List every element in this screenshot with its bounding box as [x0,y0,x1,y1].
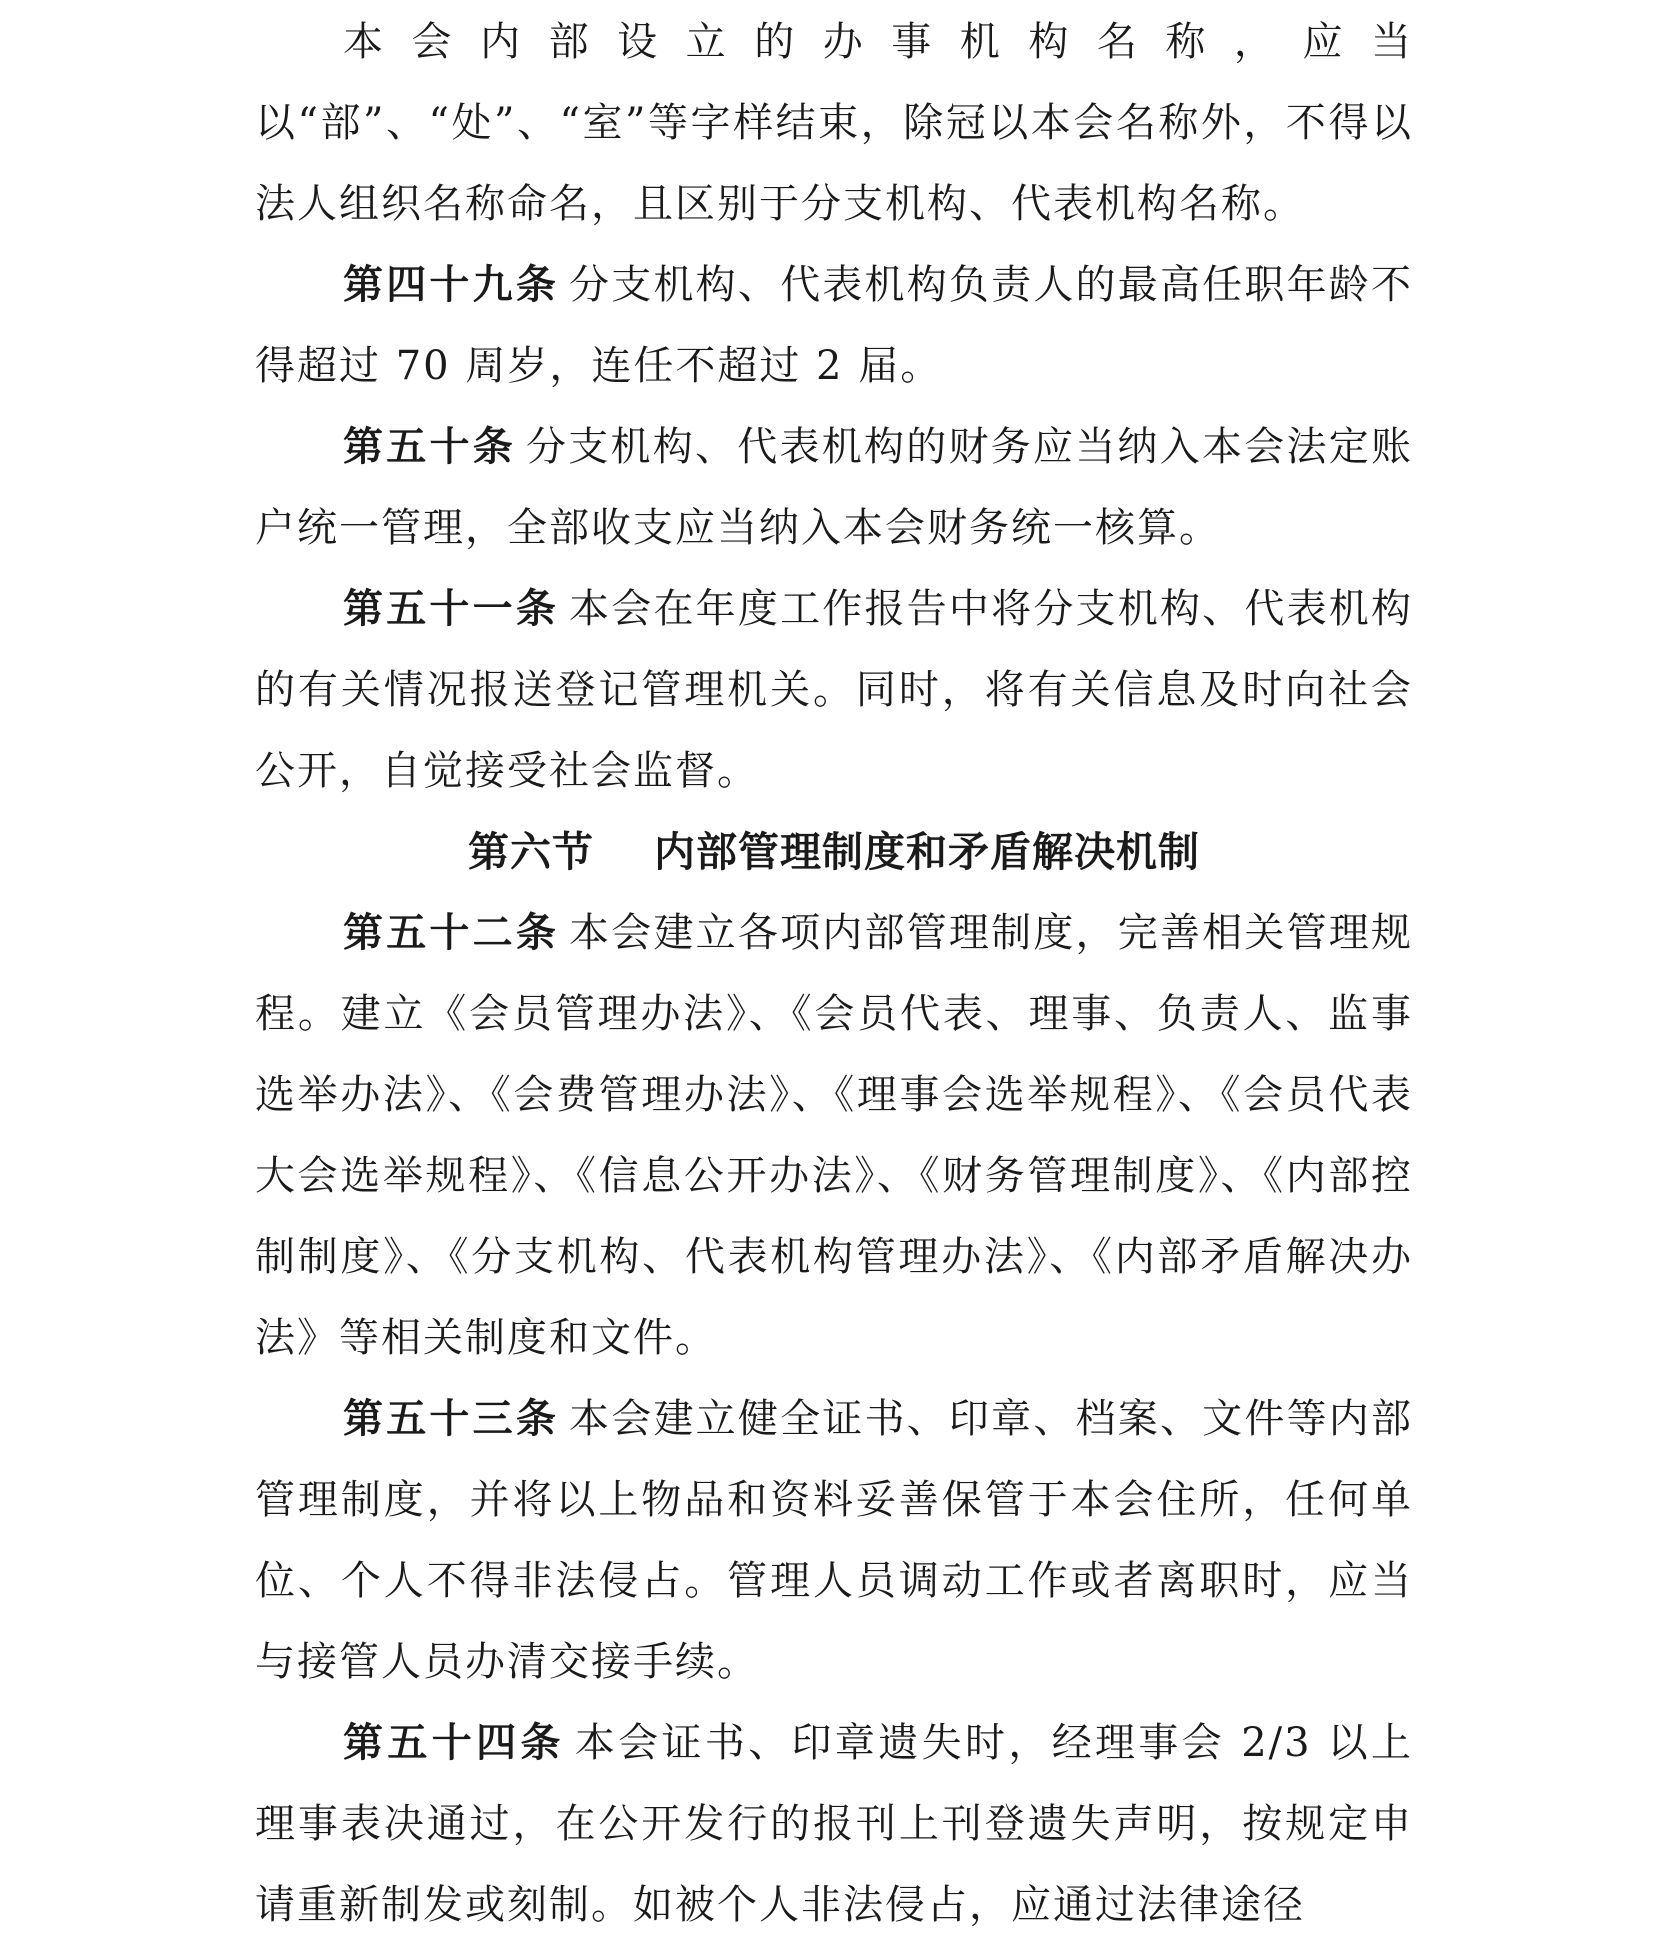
article-51 [255,569,1413,812]
article-number: 第五十二条 [343,910,560,956]
paragraph-office-naming [255,2,1413,245]
article-number: 第五十条 [343,424,516,470]
paragraph-text: 本会内部设立的办事机构名称，应当以“部”、“处”、“室”等字样结束，除冠以本会名称外，不得以法人组织名称命名，且区别于分支机构、代表机构名称。 [255,19,1413,227]
article-text: 本会证书、印章遗失时，经理事会 2/3 以上理事表决通过，在公开发行的报刊上刊登遗失声明，按规定申请重新制发或刻制。如被个人非法侵占，应通过法律途径 [255,1720,1413,1928]
article-text: 分支机构、代表机构的财务应当纳入本会法定账户统一管理，全部收支应当纳入本会财务统一核算。 [255,424,1413,551]
article-text: 本会建立各项内部管理制度，完善相关管理规程。建立《会员管理办法》、《会员代表、理事、负责人、监事选举办法》、《会费管理办法》、《理事会选举规程》、《会员代表大会选举规程》、《信息公开办法》、《财务管理制度》、《内部控制制度》、《分支机构、代表机构管理办法》、《内部矛盾解决办法》等相关制度和文件。 [255,910,1413,1361]
article-number: 第五十四条 [343,1720,565,1766]
article-54 [255,1703,1413,1937]
section-heading [255,812,1413,893]
section-title: 内部管理制度和矛盾解决机制 [654,828,1200,876]
article-number: 第五十一条 [343,586,560,632]
article-52 [255,893,1413,1379]
article-49 [255,245,1413,407]
section-number: 第六节 [468,828,594,876]
article-50 [255,407,1413,569]
article-number: 第四十九条 [343,262,560,308]
document-page [255,0,1413,1937]
article-text: 分支机构、代表机构负责人的最高任职年龄不得超过 70 周岁，连任不超过 2 届。 [255,262,1413,389]
article-53 [255,1379,1413,1703]
article-number: 第五十三条 [343,1396,560,1442]
article-text: 本会在年度工作报告中将分支机构、代表机构的有关情况报送登记管理机关。同时，将有关信息及时向社会公开，自觉接受社会监督。 [255,586,1413,794]
article-text: 本会建立健全证书、印章、档案、文件等内部管理制度，并将以上物品和资料妥善保管于本会住所，任何单位、个人不得非法侵占。管理人员调动工作或者离职时，应当与接管人员办清交接手续。 [255,1396,1413,1685]
